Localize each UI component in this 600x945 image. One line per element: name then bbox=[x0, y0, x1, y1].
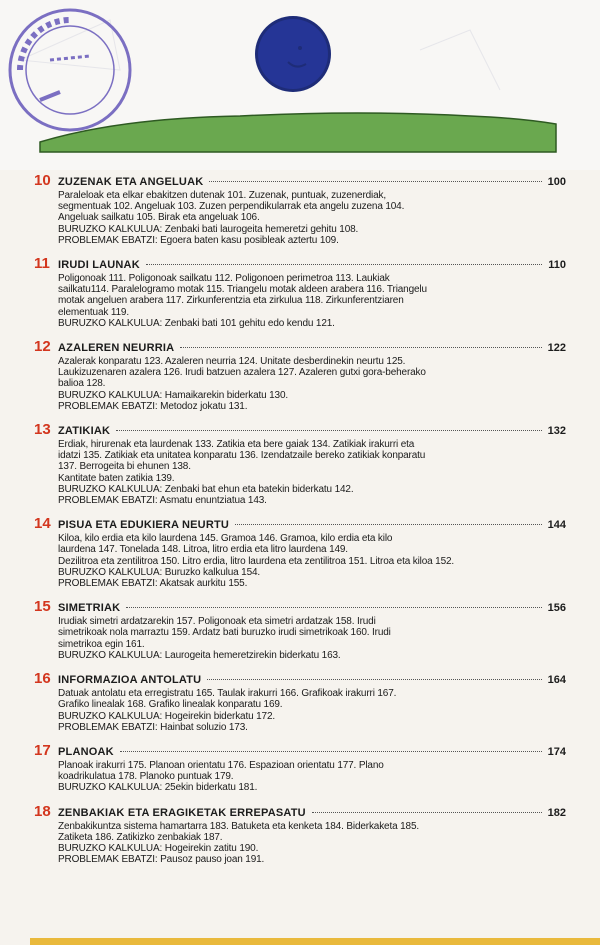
topic-line: balioa 128. bbox=[58, 378, 106, 390]
chapter-heading[interactable] bbox=[34, 172, 566, 190]
table-of-contents bbox=[34, 172, 566, 874]
dot-leader bbox=[235, 524, 542, 525]
topic-line: BURUZKO KALKULUA: Zenbaki bati 101 gehitu edo kendu 121. bbox=[58, 317, 335, 329]
topic-line: PROBLEMAK EBATZI: Akatsak aurkitu 155. bbox=[58, 578, 248, 590]
topic-line: Poligonoak 111. Poligonoak sailkatu 112. Poligonoen perimetroa 113. Laukiak bbox=[58, 273, 390, 285]
topic-line: BURUZKO KALKULUA: Laurogeita hemeretzirekin biderkatu 163. bbox=[58, 649, 341, 661]
chapter-title: PLANOAK bbox=[58, 745, 114, 758]
chapter-number: 16 bbox=[34, 670, 51, 688]
chapter-number: 15 bbox=[34, 598, 51, 616]
topic-line: Planoak irakurri 175. Planoan orientatu 176. Espazioan orientatu 177. Plano bbox=[58, 759, 384, 771]
chapter-heading[interactable] bbox=[34, 598, 566, 616]
topic-line: Angeluak sailkatu 105. Birak eta angeluak 106. bbox=[58, 212, 260, 224]
chapter-page: 100 bbox=[547, 176, 566, 188]
chapter-heading[interactable] bbox=[34, 338, 566, 356]
chapter-heading[interactable] bbox=[34, 255, 566, 273]
chapter-title: AZALEREN NEURRIA bbox=[58, 342, 175, 355]
chapter-11 bbox=[34, 255, 566, 329]
chapter-heading[interactable] bbox=[34, 421, 566, 439]
chapter-page: 110 bbox=[548, 259, 566, 272]
chapter-10 bbox=[34, 172, 566, 246]
topic-line: Paraleloak eta elkar ebakitzen dutenak 101. Zuzenak, puntuak, zuzenerdiak, bbox=[58, 190, 387, 201]
topic-line: BURUZKO KALKULUA: Zenbaki bat ehun eta batekin biderkatu 142. bbox=[58, 483, 354, 495]
chapter-number: 18 bbox=[34, 802, 51, 820]
topic-line: elementuak 119. bbox=[58, 306, 129, 318]
chapter-page: 144 bbox=[547, 519, 566, 532]
topic-line: motak angeluen arabera 117. Zirkunferentzia eta zirkulua 118. Zirkunferentziaren bbox=[58, 295, 404, 307]
chapter-title: ZATIKIAK bbox=[58, 425, 111, 438]
chapter-16 bbox=[34, 670, 566, 733]
library-stamp-icon bbox=[0, 0, 140, 140]
topic-line: Grafiko linealak 168. Grafiko linealak konparatu 169. bbox=[58, 699, 283, 711]
chapter-17 bbox=[34, 742, 566, 794]
chapter-13 bbox=[34, 421, 566, 506]
chapter-page: 122 bbox=[547, 342, 566, 355]
chapter-page: 156 bbox=[547, 602, 566, 615]
chapter-14 bbox=[34, 515, 566, 589]
topic-line: PROBLEMAK EBATZI: Pausoz pauso joan 191. bbox=[58, 854, 265, 866]
chapter-title: INFORMAZIOA ANTOLATU bbox=[58, 674, 202, 687]
chapter-page: 174 bbox=[547, 745, 566, 758]
chapter-heading[interactable] bbox=[34, 515, 566, 533]
dot-leader bbox=[207, 679, 541, 680]
topic-line: Datuak antolatu eta erregistratu 165. Taulak irakurri 166. Grafikoak irakurri 167. bbox=[58, 688, 397, 700]
dot-leader bbox=[180, 347, 541, 348]
chapter-heading[interactable] bbox=[34, 670, 566, 688]
chapter-page: 164 bbox=[547, 674, 566, 687]
chapter-12 bbox=[34, 338, 566, 412]
topic-line: BURUZKO KALKULUA: Zenbaki bati laurogeita hemeretzi gehitu 108. bbox=[58, 223, 359, 235]
dot-leader bbox=[146, 264, 542, 265]
topic-line: Erdiak, hirurenak eta laurdenak 133. Zatikia eta bere gaiak 134. Zatikiak irakurri eta bbox=[58, 439, 415, 451]
topic-line: idatzi 135. Zatikiak eta unitatea konparatu 136. Izendatzaile bereko zatikiak konparatu bbox=[58, 450, 426, 462]
topic-line: PROBLEMAK EBATZI: Asmatu enuntziatua 143. bbox=[58, 495, 267, 507]
chapter-page: 182 bbox=[547, 806, 566, 819]
chapter-number: 11 bbox=[34, 255, 50, 273]
chapter-number: 12 bbox=[34, 338, 51, 356]
chapter-18 bbox=[34, 803, 566, 866]
topic-line: Zatiketa 186. Zatikizko zenbakiak 187. bbox=[58, 831, 223, 843]
dot-leader bbox=[209, 181, 541, 182]
topic-line: simetrikoa egin 161. bbox=[58, 638, 145, 650]
chapter-15 bbox=[34, 598, 566, 661]
topic-line: PROBLEMAK EBATZI: Egoera baten kasu posibleak aztertu 109. bbox=[58, 234, 339, 246]
topic-line: simetrikoak nola marraztu 159. Ardatz bati buruzko irudi simetrikoak 160. Irudi bbox=[58, 627, 391, 639]
topic-line: Irudiak simetri ardatzarekin 157. Poligonoak eta simetri ardatzak 158. Irudi bbox=[58, 616, 376, 628]
chapter-title: SIMETRIAK bbox=[58, 602, 121, 615]
topic-line: BURUZKO KALKULUA: Hamaikarekin biderkatu 130. bbox=[58, 389, 289, 401]
topic-line: Laukizuzenaren azalera 126. Irudi batzuen azalera 127. Azaleren gutxi gora-beherako bbox=[58, 367, 426, 379]
dot-leader bbox=[116, 430, 542, 431]
topic-line: BURUZKO KALKULUA: Buruzko kalkulua 154. bbox=[58, 566, 261, 578]
bottom-accent-bar bbox=[30, 938, 600, 945]
chapter-number: 10 bbox=[34, 172, 51, 189]
topic-line: koadrikulatua 178. Planoko puntuak 179. bbox=[58, 771, 234, 783]
topic-line: Azalerak konparatu 123. Azaleren neurria 124. Unitate desberdinekin neurtu 125. bbox=[58, 356, 406, 368]
topic-line: BURUZKO KALKULUA: Hogeirekin zatitu 190. bbox=[58, 842, 259, 854]
header-illustration bbox=[0, 0, 600, 170]
chapter-title: ZENBAKIAK ETA ERAGIKETAK ERREPASATU bbox=[58, 806, 306, 819]
dot-leader bbox=[312, 812, 542, 813]
chapter-number: 14 bbox=[34, 515, 51, 533]
chapter-number: 13 bbox=[34, 421, 51, 439]
chapter-heading[interactable] bbox=[34, 742, 566, 760]
chapter-title: IRUDI LAUNAK bbox=[58, 259, 140, 272]
topic-line: Dezilitroa eta zentilitroa 150. Litro erdia, litro laurdena eta zentilitroa 151. Litroa eta kiloa 152. bbox=[58, 555, 455, 567]
chapter-title: ZUZENAK ETA ANGELUAK bbox=[58, 176, 204, 188]
topic-line: segmentuak 102. Angeluak 103. Zuzen perpendikularrak eta angelu zuzena 104. bbox=[58, 201, 405, 213]
topic-line: sailkatu114. Paralelogramo motak 115. Triangelu motak aldeen arabera 116. Triangelu bbox=[58, 284, 427, 296]
topic-line: Kiloa, kilo erdia eta kilo laurdena 145. Gramoa 146. Gramoa, kilo erdia eta kilo bbox=[58, 533, 393, 545]
topic-line: Kantitate baten zatikia 139. bbox=[58, 472, 175, 484]
topic-line: BURUZKO KALKULUA: Hogeirekin biderkatu 172. bbox=[58, 710, 275, 722]
crescent-moon-face-icon bbox=[255, 16, 331, 92]
chapter-heading[interactable] bbox=[34, 803, 566, 821]
topic-line: PROBLEMAK EBATZI: Hainbat soluzio 173. bbox=[58, 721, 248, 733]
dot-leader bbox=[120, 751, 542, 752]
chapter-number: 17 bbox=[34, 741, 51, 759]
topic-line: Zenbakikuntza sistema hamartarra 183. Batuketa eta kenketa 184. Biderkaketa 185. bbox=[58, 820, 419, 832]
topic-line: BURUZKO KALKULUA: 25ekin biderkatu 181. bbox=[58, 782, 258, 794]
dot-leader bbox=[126, 607, 541, 608]
topic-line: laurdena 147. Tonelada 148. Litroa, litro erdia eta litro laurdena 149. bbox=[58, 544, 348, 556]
chapter-page: 132 bbox=[547, 425, 566, 438]
chapter-title: PISUA ETA EDUKIERA NEURTU bbox=[58, 519, 230, 532]
topic-line: PROBLEMAK EBATZI: Metodoz jokatu 131. bbox=[58, 400, 248, 412]
topic-line: 137. Berrogeita bi ehunen 138. bbox=[58, 461, 191, 473]
